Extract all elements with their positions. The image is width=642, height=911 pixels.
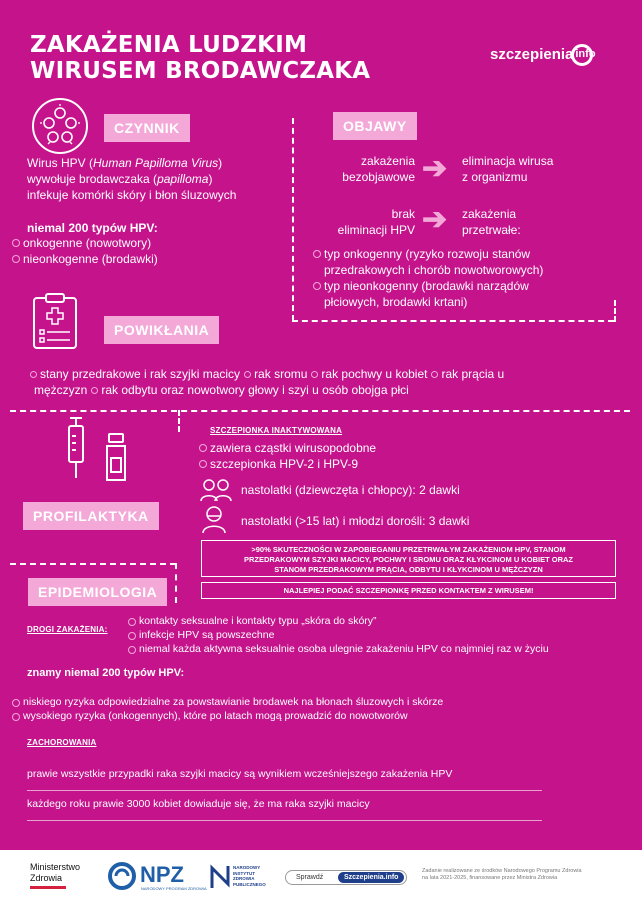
list-item: szczepionka HPV-2 i HPV-9	[199, 456, 376, 472]
funding-note: Zadanie realizowane ze środków Narodowego Programu Zdrowia na lata 2021-2025, finansowane przez Ministra Zdrowia	[422, 868, 582, 881]
divider-line	[27, 790, 542, 791]
czynnik-types-heading: niemal 200 typów HPV:	[27, 221, 158, 235]
list-item: onkogenne (nowotwory)	[12, 235, 158, 251]
vial-icon	[103, 432, 129, 484]
npz-text: NPZ	[140, 862, 184, 887]
check-site: Szczepienia.info	[338, 872, 404, 883]
tag-epidemiologia: EPIDEMIOLOGIA	[28, 578, 167, 606]
dose-teens: nastolatki (dziewczęta i chłopcy): 2 dawki	[241, 483, 460, 497]
divider-horizontal	[10, 410, 630, 412]
routes-list	[128, 614, 549, 656]
epi-types-heading: znamy niemal 200 typów HPV:	[27, 667, 185, 679]
incidence-heading: ZACHOROWANIA	[27, 738, 97, 747]
incidence-item-2: każdego roku prawie 3000 kobiet dowiaduje się, że ma raka szyjki macicy	[27, 798, 370, 810]
tag-profilaktyka: PROFILAKTYKA	[23, 502, 159, 530]
efficacy-box: >90% SKUTECZNOŚCI W ZAPOBIEGANIU PRZETRWAŁYM ZAKAŻENIOM HPV, STANOM PRZEDRAKOWYM SZYJKI MACICY, POCHWY I SROMU ORAZ KŁYKCINOM U KOBIET ORAZ STANOM PRZEDRAKOWYM PRĄCIA, ODBYTU I KŁYKCINOM U MĘŻCZYZN	[201, 540, 616, 577]
list-item: kontakty seksualne i kontakty typu „skóra do skóry”	[128, 614, 549, 628]
czynnik-line-3: infekuje komórki skóry i błon śluzowych	[27, 188, 237, 202]
title-line-1: ZAKAŻENIA LUDZKIM	[30, 32, 308, 58]
advice-box: NAJLEPIEJ PODAĆ SZCZEPIONKĘ PRZED KONTAKTEM Z WIRUSEM!	[201, 582, 616, 599]
virus-icon	[30, 96, 90, 156]
npz-subtitle: NARODOWY PROGRAM ZDROWIA	[141, 886, 207, 891]
check-label: Sprawdź	[296, 874, 324, 881]
check-link[interactable]	[285, 870, 407, 885]
divider-vertical	[292, 118, 294, 321]
syringe-icon	[58, 416, 94, 482]
logo-ring-icon	[571, 44, 596, 66]
clipboard-icon	[32, 292, 78, 350]
divider-line	[27, 820, 542, 821]
teens-icon	[199, 476, 233, 502]
title-line-2: WIRUSEM BRODAWCZAKA	[30, 58, 371, 84]
dose-adults: nastolatki (>15 lat) i młodzi dorośli: 3 dawki	[241, 514, 470, 528]
nizp-logo-icon	[210, 864, 230, 890]
powiklania-list: stany przedrakowe i rak szyjki macicy rak sromu rak pochwy u kobiet rak prącia u mężczyzn rak odbytu oraz nowotwory głowy i szyi u osób obojga płci	[30, 366, 620, 398]
vaccine-heading: SZCZEPIONKA INAKTYWOWANA	[210, 426, 343, 435]
list-item: niemal każda aktywna seksualnie osoba ulegnie zakażeniu HPV co najmniej raz w życiu	[128, 642, 549, 656]
divider-horizontal	[292, 320, 614, 322]
arrow-right-icon: ➔	[422, 203, 448, 236]
objawy-row1-right: eliminacja wirusa z organizmu	[462, 154, 554, 184]
vaccine-list	[199, 440, 376, 472]
divider-vertical-short	[614, 300, 616, 322]
incidence-item-1: prawie wszystkie przypadki raka szyjki macicy są wynikiem wcześniejszego zakażenia HPV	[27, 768, 453, 780]
adult-icon	[201, 504, 227, 534]
objawy-list	[313, 246, 613, 310]
list-item: niskiego ryzyka odpowiedzialne za powstawianie brodawek na błonach śluzowych i skórze	[12, 695, 443, 709]
list-item: typ onkogenny (ryzyko rozwoju stanów przedrakowych i chorób nowotworowych)	[313, 246, 613, 278]
divider-vertical-short	[178, 410, 180, 432]
objawy-row2-left: brak eliminacji HPV	[337, 207, 415, 237]
ministry-flag-bar	[30, 886, 66, 889]
list-item: typ nieonkogenny (brodawki narządów płciowych, brodawki krtani)	[313, 278, 613, 310]
page-title	[30, 32, 370, 84]
list-item: infekcje HPV są powszechne	[128, 628, 549, 642]
divider-vertical-short	[175, 563, 177, 603]
ministry-logo: Ministerstwo Zdrowia	[30, 862, 80, 889]
czynnik-description: Wirus HPV (Human Papilloma Virus) wywołuje brodawczaka (papilloma) infekuje komórki skóry i błon śluzowych	[27, 155, 297, 203]
list-item: zawiera cząstki wirusopodobne	[199, 440, 376, 456]
logo-text: szczepienia	[490, 45, 574, 63]
objawy-row2-right: zakażenia przetrwałe:	[462, 207, 521, 237]
footer	[0, 850, 642, 911]
list-item: wysokiego ryzyka (onkogennych), które po latach mogą prowadzić do nowotworów	[12, 709, 443, 723]
divider-horizontal	[10, 563, 176, 565]
arrow-right-icon: ➔	[422, 152, 448, 185]
czynnik-types-list	[12, 235, 158, 267]
brand-logo	[490, 44, 596, 66]
npz-logo-icon	[108, 862, 136, 890]
nizp-text: NARODOWY INSTYTUT ZDROWIA PUBLICZNEGO	[233, 865, 266, 887]
tag-powiklania: POWIKŁANIA	[104, 316, 219, 344]
epi-types-list	[12, 695, 443, 723]
list-item: nieonkogenne (brodawki)	[12, 251, 158, 267]
tag-objawy: OBJAWY	[333, 112, 417, 140]
routes-heading: DROGI ZAKAŻENIA:	[27, 625, 108, 634]
logo-suffix: info	[575, 48, 596, 60]
tag-czynnik: CZYNNIK	[104, 114, 190, 142]
objawy-row1-left: zakażenia bezobjawowe	[342, 154, 415, 184]
